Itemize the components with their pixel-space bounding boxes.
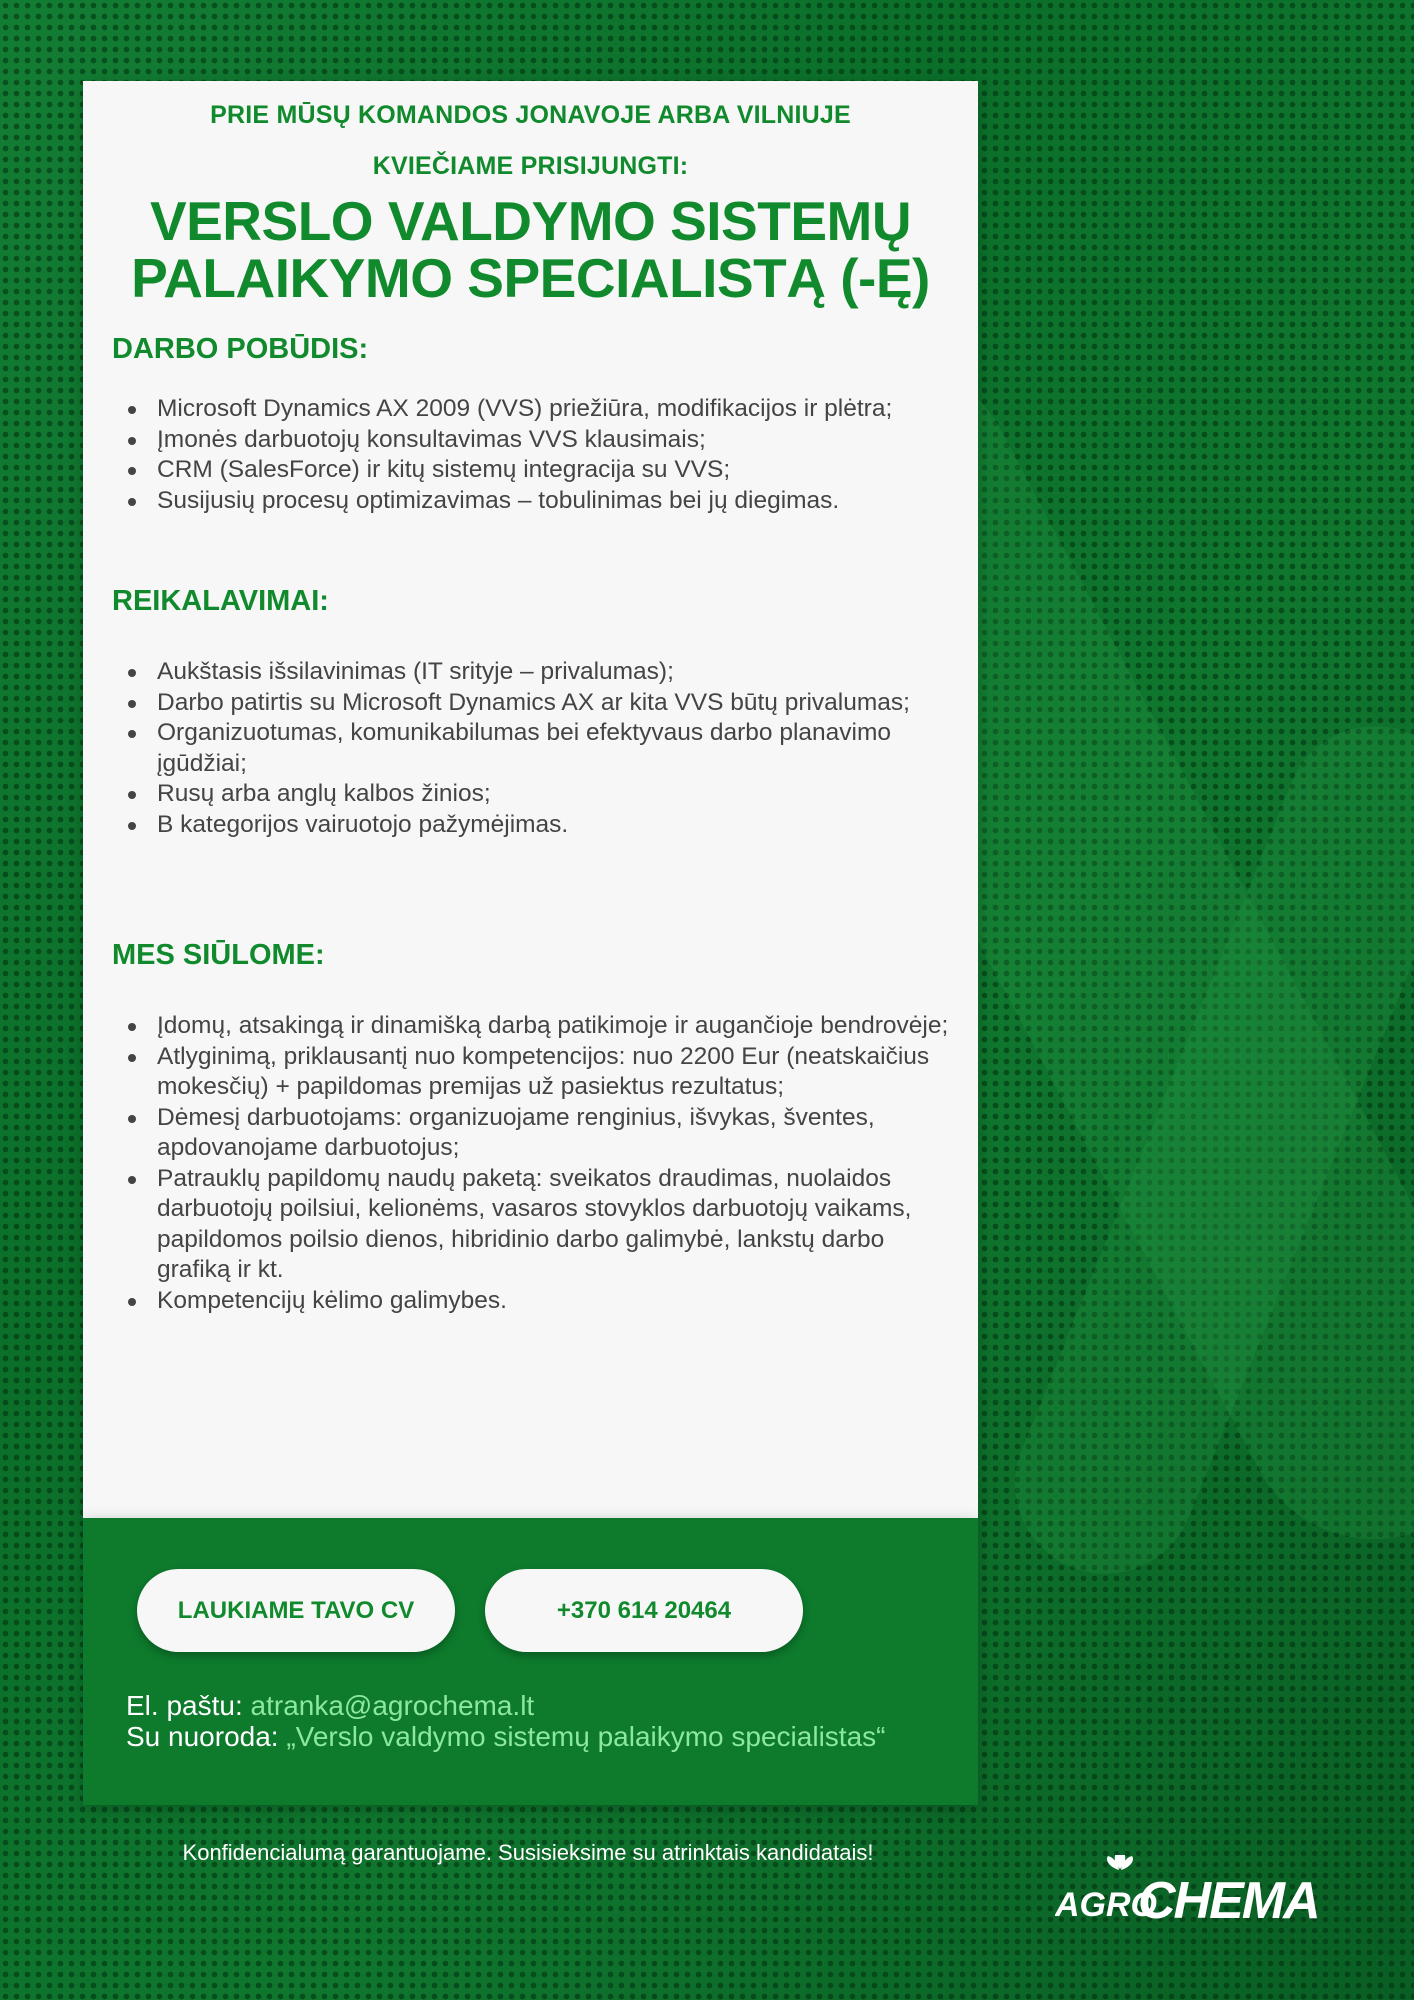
requirements-heading: REIKALAVIMAI:: [112, 585, 329, 617]
list-item: Kompetencijų kėlimo galimybes.: [157, 1286, 957, 1317]
email-link[interactable]: atranka@agrochema.lt: [250, 1690, 535, 1721]
job-title-line-1: VERSLO VALDYMO SISTEMŲ: [149, 190, 912, 252]
logo-leaf-icon: [1107, 1855, 1133, 1870]
contact-panel: [83, 1518, 978, 1805]
background-leaf-shape: [988, 699, 1414, 1601]
offer-heading: MES SIŪLOME:: [112, 939, 325, 971]
job-title: [83, 190, 978, 309]
kicker-line-1: PRIE MŪSŲ KOMANDOS JONAVOJE ARBA VILNIUJE: [210, 101, 851, 129]
list-item: Patrauklų papildomų naudų paketą: sveikatos draudimas, nuolaidos darbuotojų poilsiui, kelionėms, vasaros stovyklos darbuotojų vaikams, papildomos poilsio dienos, hibridinio darbo galimybė, lankstų darbo grafiką ir kt.: [157, 1164, 957, 1286]
logo-main-text: CHEMA: [1138, 1872, 1319, 1925]
list-item: Atlyginimą, priklausantį nuo kompetencijos: nuo 2200 Eur (neatskaičius mokesčių) + papildomas premijas už pasiektus rezultatus;: [157, 1042, 957, 1103]
list-item: CRM (SalesForce) ir kitų sistemų integracija su VVS;: [157, 455, 957, 486]
duties-list: [157, 394, 957, 516]
duties-heading: DARBO POBŪDIS:: [112, 333, 369, 365]
email-line: [126, 1690, 534, 1722]
phone-button[interactable]: +370 614 20464: [485, 1569, 803, 1652]
list-item: Rusų arba anglų kalbos žinios;: [157, 779, 957, 810]
reference-value: „Verslo valdymo sistemų palaikymo specialistas“: [286, 1721, 886, 1752]
list-item: B kategorijos vairuotojo pažymėjimas.: [157, 810, 957, 841]
offer-list: [157, 1011, 957, 1316]
list-item: Susijusių procesų optimizavimas – tobulinimas bei jų diegimas.: [157, 486, 957, 517]
job-ad-card: [83, 81, 978, 1518]
list-item: Darbo patirtis su Microsoft Dynamics AX ar kita VVS būtų privalumas;: [157, 688, 957, 719]
list-item: Įdomų, atsakingą ir dinamišką darbą patikimoje ir augančioje bendrovėje;: [157, 1011, 957, 1042]
confidentiality-note: Konfidencialumą garantuojame. Susisieksime su atrinktais kandidatais!: [182, 1840, 874, 1865]
logo-prefix-text: AGRO: [1055, 1886, 1157, 1924]
job-title-line-2: PALAIKYMO SPECIALISTĄ (-Ę): [131, 247, 930, 309]
email-label: El. paštu:: [126, 1690, 243, 1721]
list-item: Įmonės darbuotojų konsultavimas VVS klausimais;: [157, 425, 957, 456]
agrochema-logo: [1055, 1855, 1340, 1925]
list-item: Organizuotumas, komunikabilumas bei efektyvaus darbo planavimo įgūdžiai;: [157, 718, 957, 779]
list-item: Microsoft Dynamics AX 2009 (VVS) priežiūra, modifikacijos ir plėtra;: [157, 394, 957, 425]
list-item: Aukštasis išsilavinimas (IT srityje – privalumas);: [157, 657, 957, 688]
reference-line: [126, 1721, 885, 1753]
requirements-list: [157, 657, 957, 840]
send-cv-button[interactable]: LAUKIAME TAVO CV: [137, 1569, 455, 1652]
reference-label: Su nuoroda:: [126, 1721, 279, 1752]
list-item: Dėmesį darbuotojams: organizuojame renginius, išvykas, šventes, apdovanojame darbuotojus;: [157, 1103, 957, 1164]
kicker-line-2: KVIEČIAME PRISIJUNGTI:: [372, 152, 689, 180]
